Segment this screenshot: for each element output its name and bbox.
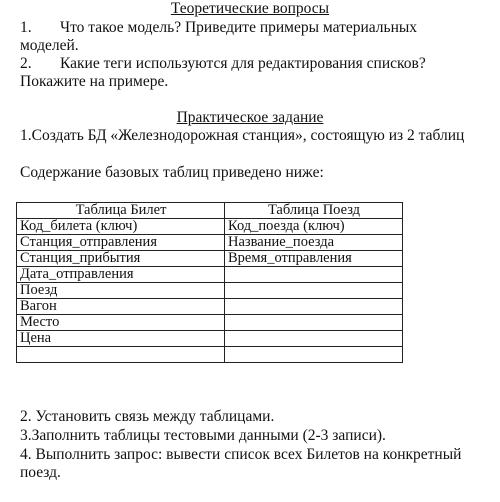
task-2: 2. Установить связь между таблицами. [20,408,275,425]
practice-heading: Практическое задание [176,109,324,126]
task-4-line-2: поезд. [20,464,61,481]
train-field [225,299,403,315]
table-row [17,235,403,251]
train-field: Время_отправления [225,251,403,267]
question-1-line-1 [20,19,417,37]
ticket-field: Цена [17,331,225,347]
question-1-number: 1. [20,19,32,36]
header-train-table: Таблица Поезд [225,203,403,219]
ticket-field: Станция_прибытия [17,251,225,267]
tables-intro: Содержание базовых таблиц приведено ниже: [20,164,324,181]
table-row [17,283,403,299]
table-row [17,251,403,267]
ticket-field: Код_билета (ключ) [17,219,225,235]
table-row [17,347,403,363]
ticket-field: Дата_отправления [17,267,225,283]
ticket-field [17,347,225,363]
table-row [17,267,403,283]
table-row [17,331,403,347]
question-2-line-1 [20,55,426,73]
theory-heading: Теоретические вопросы [170,0,330,17]
table-row [17,219,403,235]
ticket-field: Станция_отправления [17,235,225,251]
train-field [225,283,403,299]
train-field [225,331,403,347]
header-ticket-table: Таблица Билет [17,203,225,219]
question-2-text: Какие теги используются для редактирования списков? [60,55,426,72]
question-1-text: Что такое модель? Приведите примеры материальных [60,19,418,36]
train-field [225,347,403,363]
question-1-line-2: моделей. [20,37,79,54]
train-field: Название_поезда [225,235,403,251]
train-field: Код_поезда (ключ) [225,219,403,235]
task-3: 3.Заполнить таблицы тестовыми данными (2-3 записи). [20,427,386,444]
table-row [17,315,403,331]
table-header-row [17,203,403,219]
base-tables [16,202,403,363]
table-row [17,299,403,315]
train-field [225,267,403,283]
train-field [225,315,403,331]
ticket-field: Место [17,315,225,331]
ticket-field: Поезд [17,283,225,299]
task-1: 1.Создать БД «Железнодорожная станция», состоящую из 2 таблиц [20,127,465,144]
question-2-number: 2. [20,55,32,72]
ticket-field: Вагон [17,299,225,315]
question-2-line-2: Покажите на примере. [20,73,169,90]
task-4-line-1: 4. Выполнить запрос: вывести список всех Билетов на конкретный [20,446,462,463]
